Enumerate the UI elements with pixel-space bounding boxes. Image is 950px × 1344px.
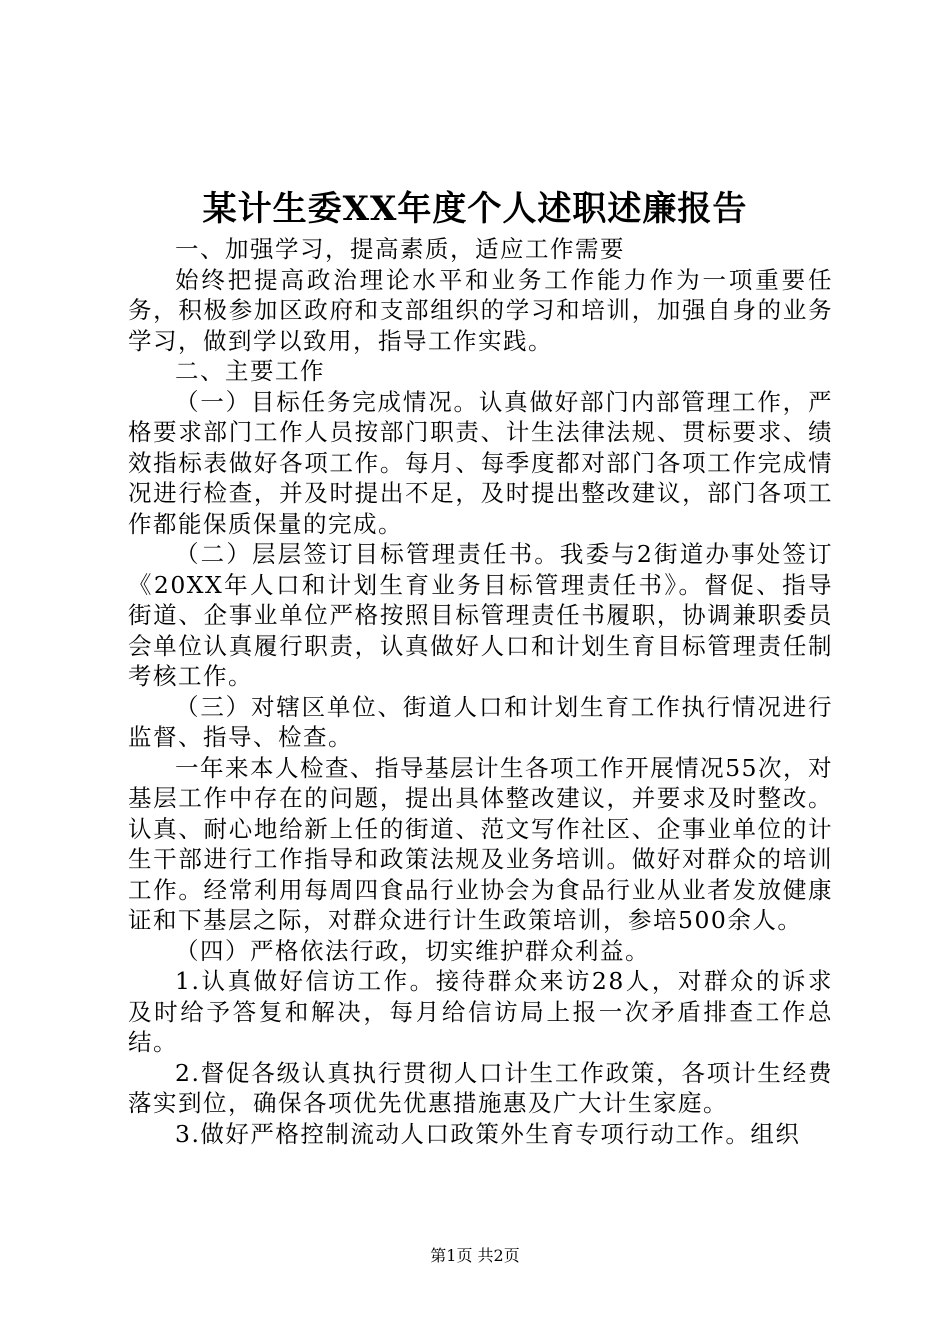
page-footer: 第1页 共2页 — [430, 1246, 520, 1265]
paragraph: （三）对辖区单位、街道人口和计划生育工作执行情况进行监督、指导、检查。 — [128, 692, 833, 751]
paragraph: 一年来本人检查、指导基层计生各项工作开展情况55次，对基层工作中存在的问题，提出具体整改建议，并要求及时整改。认真、耐心地给新上任的街道、范文写作社区、企事业单位的计生干部进行工作指导和政策法规及业务培训。做好对群众的培训工作。经常利用每周四食品行业协会为食品行业从业者发放健康证和下基层之际，对群众进行计生政策培训，参培500余人。 — [128, 753, 833, 934]
document-body — [128, 234, 833, 1149]
paragraph: （二）层层签订目标管理责任书。我委与2街道办事处签订《20XX年人口和计划生育业务目标管理责任书》。督促、指导街道、企事业单位严格按照目标管理责任书履职，协调兼职委员会单位认真履行职责，认真做好人口和计划生育目标管理责任制考核工作。 — [128, 540, 833, 690]
document-title: 某计生委XX年度个人述职述廉报告 — [202, 189, 748, 229]
paragraph: 始终把提高政治理论水平和业务工作能力作为一项重要任务，积极参加区政府和支部组织的学习和培训，加强自身的业务学习，做到学以致用，指导工作实践。 — [128, 265, 833, 355]
paragraph: 3.做好严格控制流动人口政策外生育专项行动工作。组织 — [175, 1119, 801, 1148]
section-heading-2: 二、主要工作 — [175, 357, 325, 385]
paragraph: 2.督促各级认真执行贯彻人口计生工作政策，各项计生经费落实到位，确保各项优先优惠措施惠及广大计生家庭。 — [128, 1058, 833, 1117]
section-heading-1: 一、加强学习，提高素质，适应工作需要 — [175, 235, 625, 263]
paragraph: 1.认真做好信访工作。接待群众来访28人，对群众的诉求及时给予答复和解决，每月给信访局上报一次矛盾排查工作总结。 — [128, 967, 833, 1056]
paragraph: （四）严格依法行政，切实维护群众利益。 — [175, 936, 650, 965]
paragraph: （一）目标任务完成情况。认真做好部门内部管理工作，严格要求部门工作人员按部门职责、计生法律法规、贯标要求、绩效指标表做好各项工作。每月、每季度都对部门各项工作完成情况进行检查，并及时提出不足，及时提出整改建议，部门各项工作都能保质保量的完成。 — [128, 387, 833, 538]
